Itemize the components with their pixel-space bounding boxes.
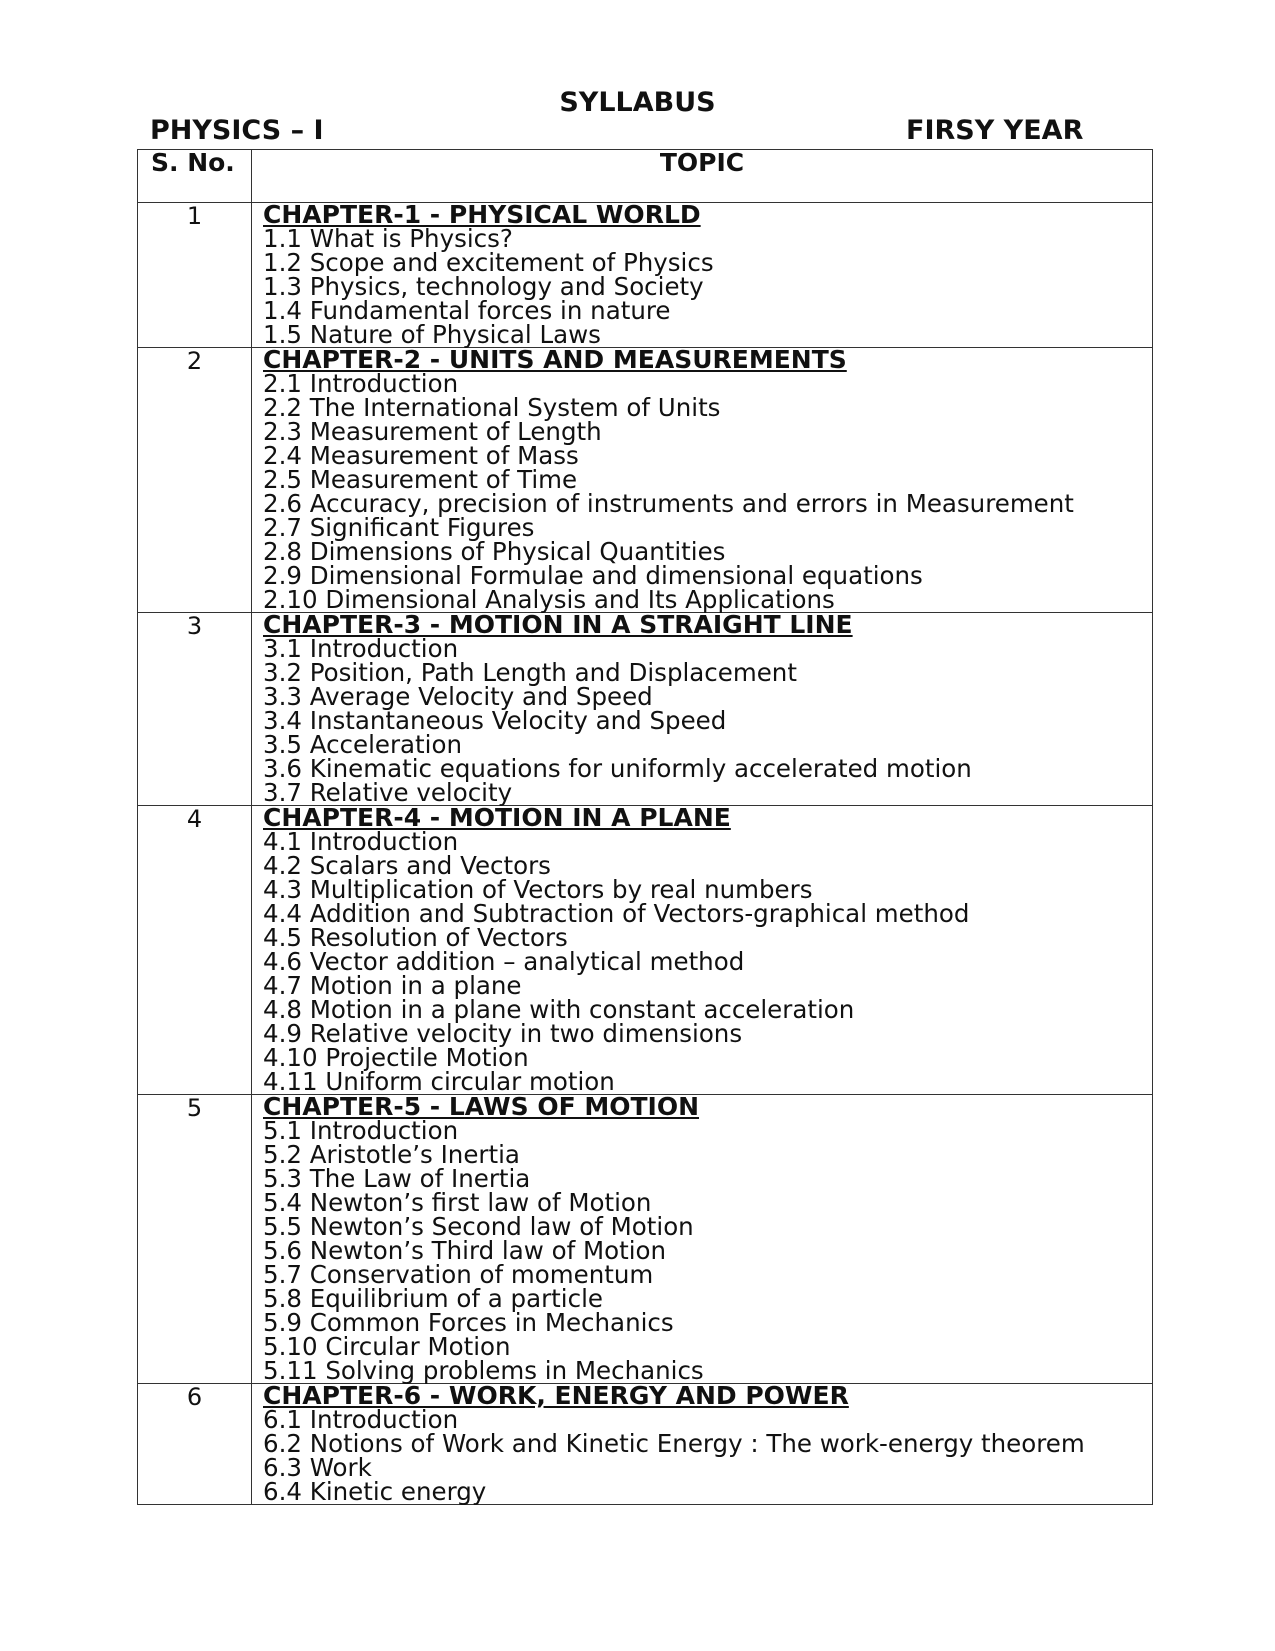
topic-item: 3.2 Position, Path Length and Displacement: [263, 658, 797, 687]
topic-item: 4.3 Multiplication of Vectors by real numbers: [263, 875, 813, 904]
topic-item: 2.10 Dimensional Analysis and Its Applications: [263, 585, 835, 614]
page-title: SYLLABUS: [559, 87, 716, 118]
topic-item: 5.4 Newton’s first law of Motion: [263, 1188, 652, 1217]
topic-item: 5.3 The Law of Inertia: [263, 1164, 531, 1193]
column-header-topic: TOPIC: [252, 150, 1153, 203]
topic-cell: [252, 200, 1153, 349]
syllabus-table: [137, 149, 1153, 1505]
chapter-title: CHAPTER-1 - PHYSICAL WORLD: [263, 200, 701, 229]
topic-item: 3.4 Instantaneous Velocity and Speed: [263, 706, 727, 735]
topic-item: 3.5 Acceleration: [263, 730, 462, 759]
topic-item: 3.7 Relative velocity: [263, 778, 513, 807]
topic-item: 1.4 Fundamental forces in nature: [263, 296, 671, 325]
topic-item: 2.6 Accuracy, precision of instruments and errors in Measurement: [263, 489, 1074, 518]
topic-cell: [252, 1092, 1153, 1385]
topic-item: 4.8 Motion in a plane with constant acceleration: [263, 995, 855, 1024]
chapter-title: CHAPTER-3 - MOTION IN A STRAIGHT LINE: [263, 610, 853, 639]
topic-cell: [252, 345, 1153, 614]
serial-number: 6: [138, 1384, 252, 1505]
topic-item: 2.3 Measurement of Length: [263, 417, 602, 446]
topic-cell: [252, 1381, 1153, 1506]
topic-item: 2.7 Significant Figures: [263, 513, 535, 542]
topic-item: 2.9 Dimensional Formulae and dimensional equations: [263, 561, 923, 590]
topic-item: 4.4 Addition and Subtraction of Vectors-graphical method: [263, 899, 970, 928]
topic-item: 3.6 Kinematic equations for uniformly accelerated motion: [263, 754, 972, 783]
topic-item: 5.7 Conservation of momentum: [263, 1260, 654, 1289]
serial-number: 2: [138, 348, 252, 613]
topic-item: 2.8 Dimensions of Physical Quantities: [263, 537, 726, 566]
topic-item: 2.4 Measurement of Mass: [263, 441, 579, 470]
chapter-title: CHAPTER-2 - UNITS AND MEASUREMENTS: [263, 345, 847, 374]
topic-item: 4.2 Scalars and Vectors: [263, 851, 551, 880]
topic-cell: [252, 610, 1153, 807]
topic-item: 3.3 Average Velocity and Speed: [263, 682, 653, 711]
chapter-title: CHAPTER-6 - WORK, ENERGY AND POWER: [263, 1381, 849, 1410]
topic-item: 1.5 Nature of Physical Laws: [263, 320, 601, 349]
table-row: [138, 203, 1153, 348]
column-header-sno: S. No.: [138, 150, 252, 203]
serial-number: 5: [138, 1095, 252, 1384]
chapter-title: CHAPTER-5 - LAWS OF MOTION: [263, 1092, 700, 1121]
topic-item: 5.2 Aristotle’s Inertia: [263, 1140, 520, 1169]
serial-number: 3: [138, 613, 252, 806]
table-row: [138, 348, 1153, 613]
subject-title: PHYSICS – I: [150, 115, 324, 146]
topic-item: 5.5 Newton’s Second law of Motion: [263, 1212, 694, 1241]
topic-item: 5.11 Solving problems in Mechanics: [263, 1356, 704, 1385]
topic-item: 2.2 The International System of Units: [263, 393, 721, 422]
serial-number: 4: [138, 806, 252, 1095]
topic-item: 4.9 Relative velocity in two dimensions: [263, 1019, 743, 1048]
topic-item: 5.1 Introduction: [263, 1116, 459, 1145]
chapter-title: CHAPTER-4 - MOTION IN A PLANE: [263, 803, 731, 832]
table-header-row: [138, 150, 1153, 203]
topic-item: 1.2 Scope and excitement of Physics: [263, 248, 714, 277]
table-row: [138, 806, 1153, 1095]
topic-item: 4.1 Introduction: [263, 827, 459, 856]
serial-number: 1: [138, 203, 252, 348]
topic-item: 1.1 What is Physics?: [263, 224, 513, 253]
topic-item: 5.10 Circular Motion: [263, 1332, 511, 1361]
topic-cell: [252, 803, 1153, 1096]
topic-item: 2.1 Introduction: [263, 369, 459, 398]
topic-item: 4.5 Resolution of Vectors: [263, 923, 568, 952]
topic-item: 2.5 Measurement of Time: [263, 465, 578, 494]
topic-item: 4.10 Projectile Motion: [263, 1043, 529, 1072]
topic-item: 6.3 Work: [263, 1453, 372, 1482]
topic-item: 6.2 Notions of Work and Kinetic Energy : The work-energy theorem: [263, 1429, 1085, 1458]
topic-item: 4.6 Vector addition – analytical method: [263, 947, 745, 976]
topic-item: 5.6 Newton’s Third law of Motion: [263, 1236, 667, 1265]
topic-item: 3.1 Introduction: [263, 634, 459, 663]
table-row: [138, 613, 1153, 806]
topic-item: 6.4 Kinetic energy: [263, 1477, 487, 1506]
topic-item: 4.11 Uniform circular motion: [263, 1067, 615, 1096]
table-row: [138, 1095, 1153, 1384]
year-label: FIRSY YEAR: [906, 115, 1084, 146]
topic-item: 1.3 Physics, technology and Society: [263, 272, 704, 301]
topic-item: 5.8 Equilibrium of a particle: [263, 1284, 603, 1313]
table-row: [138, 1384, 1153, 1505]
topic-item: 6.1 Introduction: [263, 1405, 459, 1434]
topic-item: 5.9 Common Forces in Mechanics: [263, 1308, 674, 1337]
topic-item: 4.7 Motion in a plane: [263, 971, 522, 1000]
